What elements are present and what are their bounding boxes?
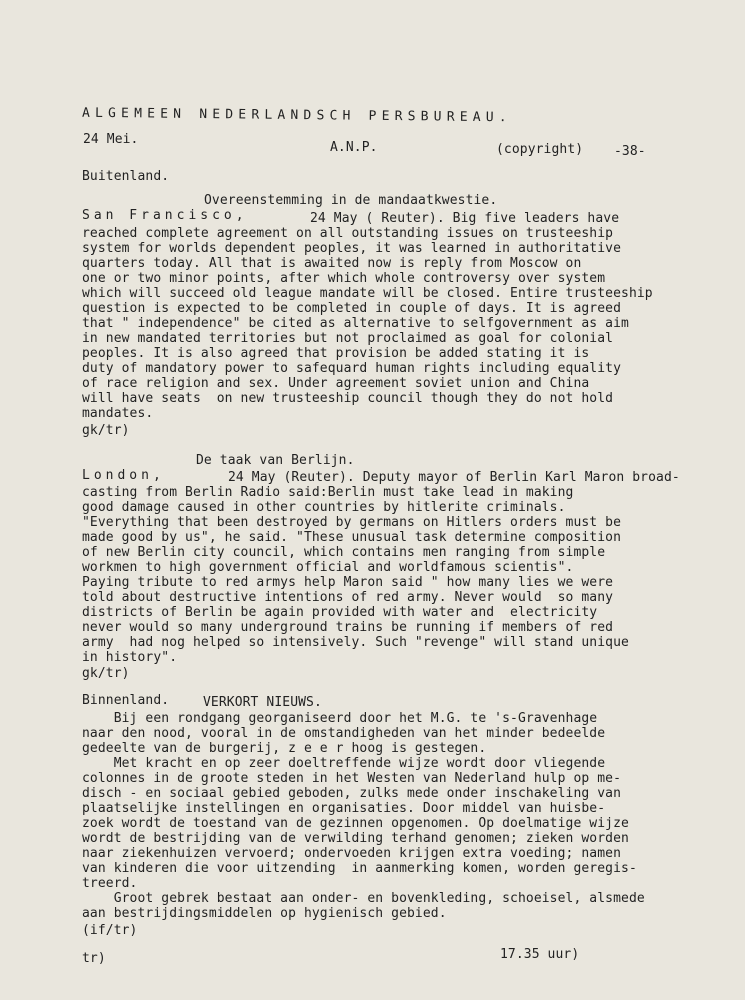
- footer-time: 17.35 uur): [500, 947, 580, 962]
- article-text-line: told about destructive intentions of red army. Never would so many: [82, 590, 614, 605]
- article-text-line: one or two minor points, after which whole controversy over system: [82, 271, 606, 286]
- section-label-foreign: Buitenland.: [82, 169, 170, 184]
- article-text-line: reached complete agreement on all outstanding issues on trusteeship: [82, 226, 614, 241]
- article-dateline: San Francisco,: [82, 208, 248, 223]
- article-text-line: casting from Berlin Radio said:Berlin must take lead in making: [82, 485, 574, 500]
- bulletin-date: 24 Mei.: [83, 132, 139, 147]
- article-text-line: never would so many underground trains be running if members of red: [82, 620, 614, 635]
- page-number: -38-: [614, 144, 646, 159]
- source-label: A.N.P.: [330, 140, 378, 155]
- article-text-line: wordt de bestrijding van de verwilding terhand genomen; zieken worden: [82, 831, 629, 846]
- article-text-line: good damage caused in other countries by hitlerite criminals.: [82, 500, 566, 515]
- article-text-line: Bij een rondgang georganiseerd door het M.G. te 's-Gravenhage: [82, 711, 598, 726]
- article-signoff: gk/tr): [82, 666, 130, 681]
- article-text-line: which will succeed old league mandate will be closed. Entire trusteeship: [82, 286, 653, 301]
- article-text-line: naar den nood, vooral in de omstandigheden van het minder bedeelde: [82, 726, 606, 741]
- article-text-line: army had nog helped so intensively. Such "revenge" will stand unique: [82, 635, 629, 650]
- article-text-line: of new Berlin city council, which contains men ranging from simple: [82, 545, 606, 560]
- article-headline: VERKORT NIEUWS.: [203, 695, 322, 710]
- article-text-line: Met kracht en op zeer doeltreffende wijze wordt door vliegende: [82, 756, 606, 771]
- article-headline: Overeenstemming in de mandaatkwestie.: [204, 193, 498, 208]
- article-text-line: van kinderen die voor uitzending in aanmerking komen, worden geregis-: [82, 861, 637, 876]
- copyright-label: (copyright): [496, 142, 584, 157]
- article-text-line: of race religion and sex. Under agreement soviet union and China: [82, 376, 590, 391]
- article-text-line: disch - en sociaal gebied geboden, zulks mede onder inschakeling van: [82, 786, 622, 801]
- article-text-line: Groot gebrek bestaat aan onder- en bovenkleding, schoeisel, alsmede: [82, 891, 645, 906]
- article-text-line: system for worlds dependent peoples, it was learned in authoritative: [82, 241, 622, 256]
- article-text-line: "Everything that been destroyed by germans on Hitlers orders must be: [82, 515, 622, 530]
- article-text-line: in history".: [82, 650, 178, 665]
- article-text-line: 24 May ( Reuter). Big five leaders have: [310, 211, 620, 226]
- article-signoff: (if/tr): [82, 923, 138, 938]
- section-label-domestic: Binnenland.: [82, 693, 170, 708]
- article-text-line: peoples. It is also agreed that provision be added stating it is: [82, 346, 590, 361]
- article-text-line: aan bestrijdingsmiddelen op hygienisch gebied.: [82, 906, 447, 921]
- article-text-line: duty of mandatory power to safequard human rights including equality: [82, 361, 622, 376]
- article-text-line: colonnes in de groote steden in het Westen van Nederland hulp op me-: [82, 771, 622, 786]
- article-signoff: gk/tr): [82, 423, 130, 438]
- agency-name: ALGEMEEN NEDERLANDSCH PERSBUREAU.: [81, 105, 512, 126]
- article-text-line: gedeelte van de burgerij, z e e r hoog is gestegen.: [82, 741, 487, 756]
- article-text-line: plaatselijke instellingen en organisaties. Door middel van huisbe-: [82, 801, 606, 816]
- article-text-line: naar ziekenhuizen vervoerd; ondervoeden krijgen extra voeding; namen: [82, 846, 622, 861]
- article-text-line: will have seats on new trusteeship council though they do not hold: [82, 391, 614, 406]
- article-text-line: question is expected to be completed in couple of days. It is agreed: [82, 301, 622, 316]
- article-text-line: that " independence" be cited as alternative to selfgovernment as aim: [82, 316, 629, 331]
- article-text-line: in new mandated territories but not proclaimed as goal for colonial: [82, 331, 614, 346]
- article-text-line: made good by us", he said. "These unusual task determine composition: [82, 530, 622, 545]
- article-text-line: workmen to high government official and worldfamous scientis".: [82, 560, 574, 575]
- article-dateline: London,: [82, 468, 165, 483]
- article-text-line: districts of Berlin be again provided with water and electricity: [82, 605, 598, 620]
- article-text-line: Paying tribute to red armys help Maron said " how many lies we were: [82, 575, 614, 590]
- article-headline: De taak van Berlijn.: [196, 453, 355, 468]
- article-text-line: treerd.: [82, 876, 138, 891]
- article-text-line: 24 May (Reuter). Deputy mayor of Berlin Karl Maron broad-: [228, 470, 680, 485]
- article-text-line: quarters today. All that is awaited now is reply from Moscow on: [82, 256, 582, 271]
- article-text-line: mandates.: [82, 406, 154, 421]
- footer-initials: tr): [82, 951, 106, 966]
- article-text-line: zoek wordt de toestand van de gezinnen opgenomen. Op doelmatige wijze: [82, 816, 629, 831]
